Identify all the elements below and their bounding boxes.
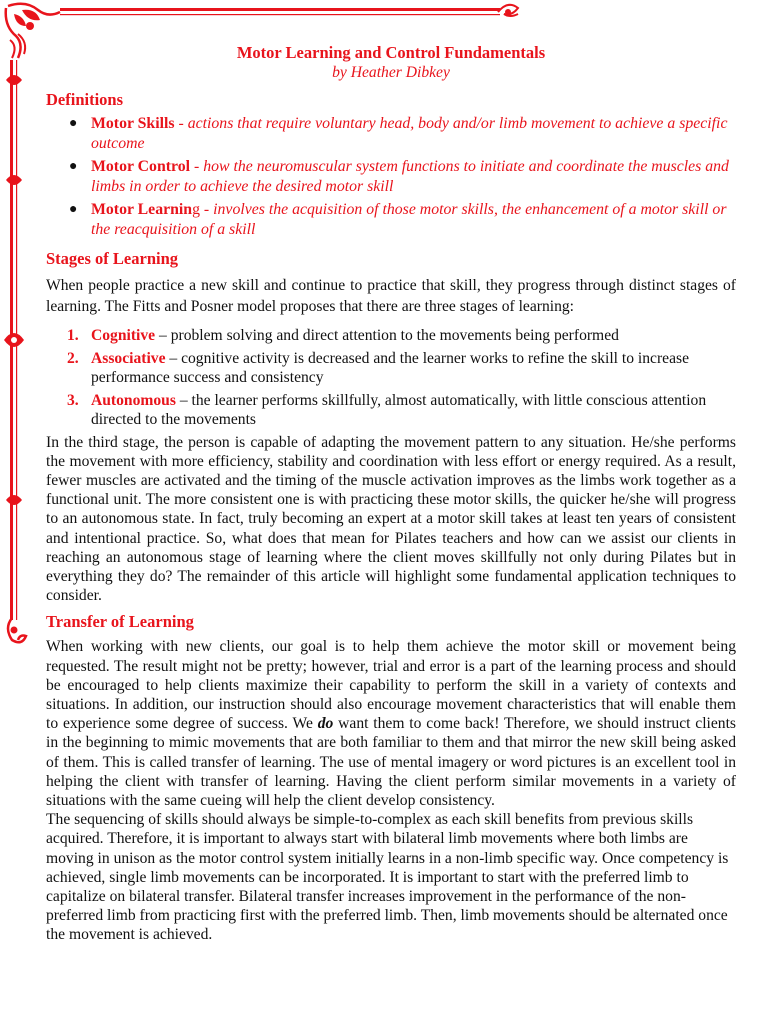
stages-intro: When people practice a new skill and continue to practice that skill, they progress through distinct stages of learning. The Fitts and Posner model proposes that there are three stages of learning: — [46, 277, 736, 315]
sequencing-paragraph: The sequencing of skills should always be simple-to-complex as each skill benefits from previous skills acquired. Therefore, it is important to always start with bilateral limb movements where both limbs are moving in unison as the motor control system initially learns in a non-limb specific way. Once competency is achieved, single limb movements can be incorporated. It is important to start with the preferred limb to capitalize on bilateral transfer. Bilateral transfer increases improvement in the performance of the non-preferred limb from practicing first with the preferred limb. Then, limb movements should be alternated once the movement is achieved. — [46, 811, 729, 944]
third-stage-paragraph: In the third stage, the person is capable of adapting the movement pattern to any situation. He/she performs the movement with more efficiency, stability and coordination with less effort or energy required. As a result, fewer muscles are activated and the timing of the muscle activation improves as the limbs work together as a functional unit. The more consistent one is with practicing these motor skills, the quicker he/she will progress to an autonomous state. In fact, truly becoming an expert at a motor skill takes at least ten years of consistent and intentional practice. So, what does that mean for Pilates teachers and how can we assist our clients in reaching an autonomous stage of learning where the client moves skillfully not only during Pilates but in everything they do? The remainder of this article will highlight some fundamental application techniques to consider. — [46, 433, 736, 605]
list-item: 2. Associative – cognitive activity is decreased and the learner works to refine the skill to increase performance success and consistency — [67, 349, 689, 386]
transfer-paragraph: When working with new clients, our goal is to help them achieve the motor skill or movement being requested. The result might not be pretty; however, trial and error is a part of the learning process and should be encouraged to help clients maximize their capability to perform the skill in a variety of contexts and situations. In addition, our instruction should also encourage movement characteristics that will enable them to experience some degree of success. We do want them to come back! Therefore, we should instruct clients in the beginning to mimic movements that are both familiar to them and that mirror the new skill being asked of them. This is called transfer of learning. The use of mental imagery or word pictures is an excellent tool in helping the client with transfer of learning. Having the client perform similar movements in a variety of situations with the same cueing will help the client develop consistency. — [46, 638, 736, 809]
list-item: ● Motor Skills - actions that require voluntary head, body and/or limb movement to achieve a specific outcome — [69, 115, 728, 152]
definitions-heading: Definitions — [46, 90, 124, 109]
transfer-heading: Transfer of Learning — [46, 612, 194, 632]
definition-term: Motor Learnin — [91, 201, 193, 218]
list-item: ● Motor Learning - involves the acquisition of those motor skills, the enhancement of a motor skill or the reacquisition of a skill — [69, 201, 727, 238]
definition-term: Motor Control — [91, 158, 191, 175]
bullet-icon: ● — [69, 159, 78, 174]
stage-text: – problem solving and direct attention to the movements being performed — [155, 327, 619, 344]
definition-text: actions that require voluntary head, body and/or limb movement to achieve a specific outcome — [91, 115, 728, 152]
definition-text: involves the acquisition of those motor skills, the enhancement of a motor skill or the reacquisition of a skill — [91, 201, 727, 238]
stages-heading: Stages of Learning — [46, 249, 178, 268]
page-title: Motor Learning and Control Fundamentals — [236, 43, 546, 62]
stage-term: Autonomous — [91, 391, 176, 409]
list-item: 3. Autonomous – the learner performs skillfully, almost automatically, with little conscious attention directed to the movements — [67, 391, 707, 428]
stage-text: – the learner performs skillfully, almost automatically, with little conscious attention directed to the movements — [91, 391, 707, 428]
emphasis-do: do — [317, 715, 334, 733]
list-item: ● Motor Control - how the neuromuscular system functions to initiate and coordinate the muscles and limbs in order to achieve the desired motor skill — [69, 158, 729, 195]
definition-text: how the neuromuscular system functions to initiate and coordinate the muscles and limbs in order to achieve the desired motor skill — [91, 158, 729, 195]
stage-term: Associative — [91, 349, 166, 367]
bullet-icon: ● — [69, 116, 78, 131]
bullet-icon: ● — [69, 202, 78, 217]
author-byline: by Heather Dibkey — [332, 64, 450, 81]
stages-list — [46, 326, 736, 430]
stage-term: Cognitive — [91, 327, 156, 344]
definitions-list — [46, 114, 736, 239]
list-item: 1. Cognitive – problem solving and direct attention to the movements being performed — [67, 327, 619, 344]
document-page — [46, 38, 736, 945]
definition-term: Motor Skills — [91, 115, 175, 132]
stage-text: – cognitive activity is decreased and the learner works to refine the skill to increase performance success and consistency — [91, 349, 689, 386]
